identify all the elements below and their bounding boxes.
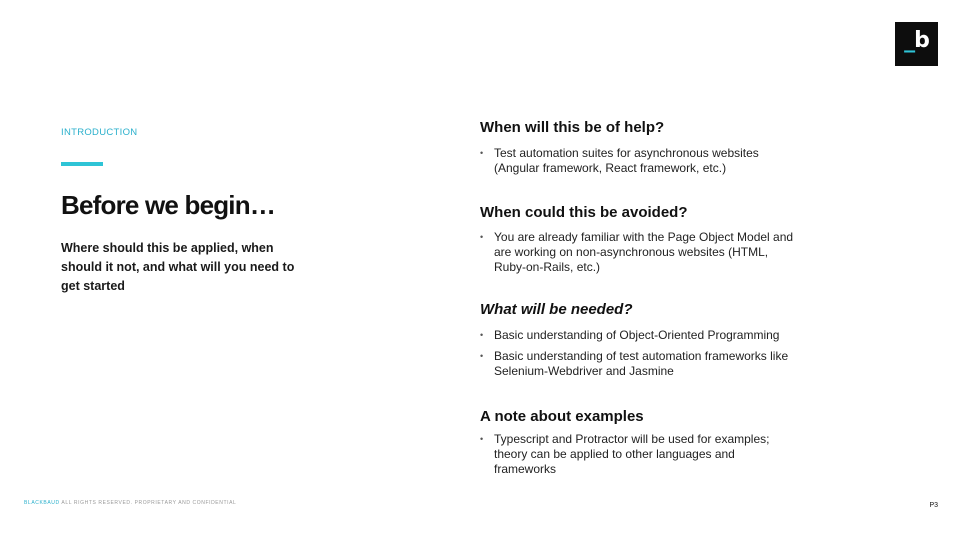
bullet-icon: • [480, 232, 484, 242]
bullet-item [480, 349, 810, 379]
section-what-needed [480, 300, 820, 379]
footer-rights: ALL RIGHTS RESERVED. PROPRIETARY AND CONFIDENTIAL [61, 500, 237, 506]
logo-mark [895, 28, 938, 54]
section-heading: When could this be avoided? [480, 204, 688, 221]
page-title: Before we begin… [61, 190, 276, 220]
bullet-icon: • [480, 330, 484, 340]
section-heading: When will this be of help? [480, 119, 665, 136]
section-when-help [480, 118, 820, 176]
bullet-item [480, 328, 810, 343]
page-number: P3 [929, 502, 938, 509]
bullet-item [480, 146, 800, 176]
bullet-item [480, 432, 800, 477]
bullet-icon: • [480, 434, 484, 444]
bullet-icon: • [480, 148, 484, 158]
bullet-item [480, 230, 800, 275]
section-heading: A note about examples [480, 408, 644, 425]
bullet-text: Basic understanding of test automation frameworks like Selenium-Webdriver and Jasmine [494, 349, 789, 378]
bullet-list [480, 432, 800, 477]
bullet-list [480, 230, 800, 275]
content-column [480, 118, 820, 477]
brand-logo [895, 22, 938, 66]
bullet-text: Test automation suites for asynchronous websites (Angular framework, React framework, etc.) [494, 146, 759, 175]
page-subtitle: Where should this be applied, when should it not, and what will you need to get started [61, 241, 295, 293]
bullet-text: You are already familiar with the Page Object Model and are working on non-asynchronous websites (HTML, Ruby-on-Rails, etc.) [494, 230, 794, 274]
bullet-text: Basic understanding of Object-Oriented Programming [494, 328, 780, 342]
footer-copyright [24, 500, 236, 506]
footer-brand: BLACKBAUD [24, 500, 60, 506]
section-eyebrow: INTRODUCTION [61, 127, 138, 138]
section-when-avoid [480, 203, 820, 275]
logo-underscore: _ [904, 28, 915, 53]
bullet-list [480, 146, 800, 176]
section-heading: What will be needed? [480, 301, 633, 318]
bullet-list [480, 328, 810, 379]
bullet-icon: • [480, 351, 484, 361]
accent-divider [61, 162, 103, 166]
section-note-examples [480, 407, 820, 477]
logo-letter: b [914, 28, 929, 53]
bullet-text: Typescript and Protractor will be used for examples; theory can be applied to other languages and frameworks [494, 432, 770, 476]
